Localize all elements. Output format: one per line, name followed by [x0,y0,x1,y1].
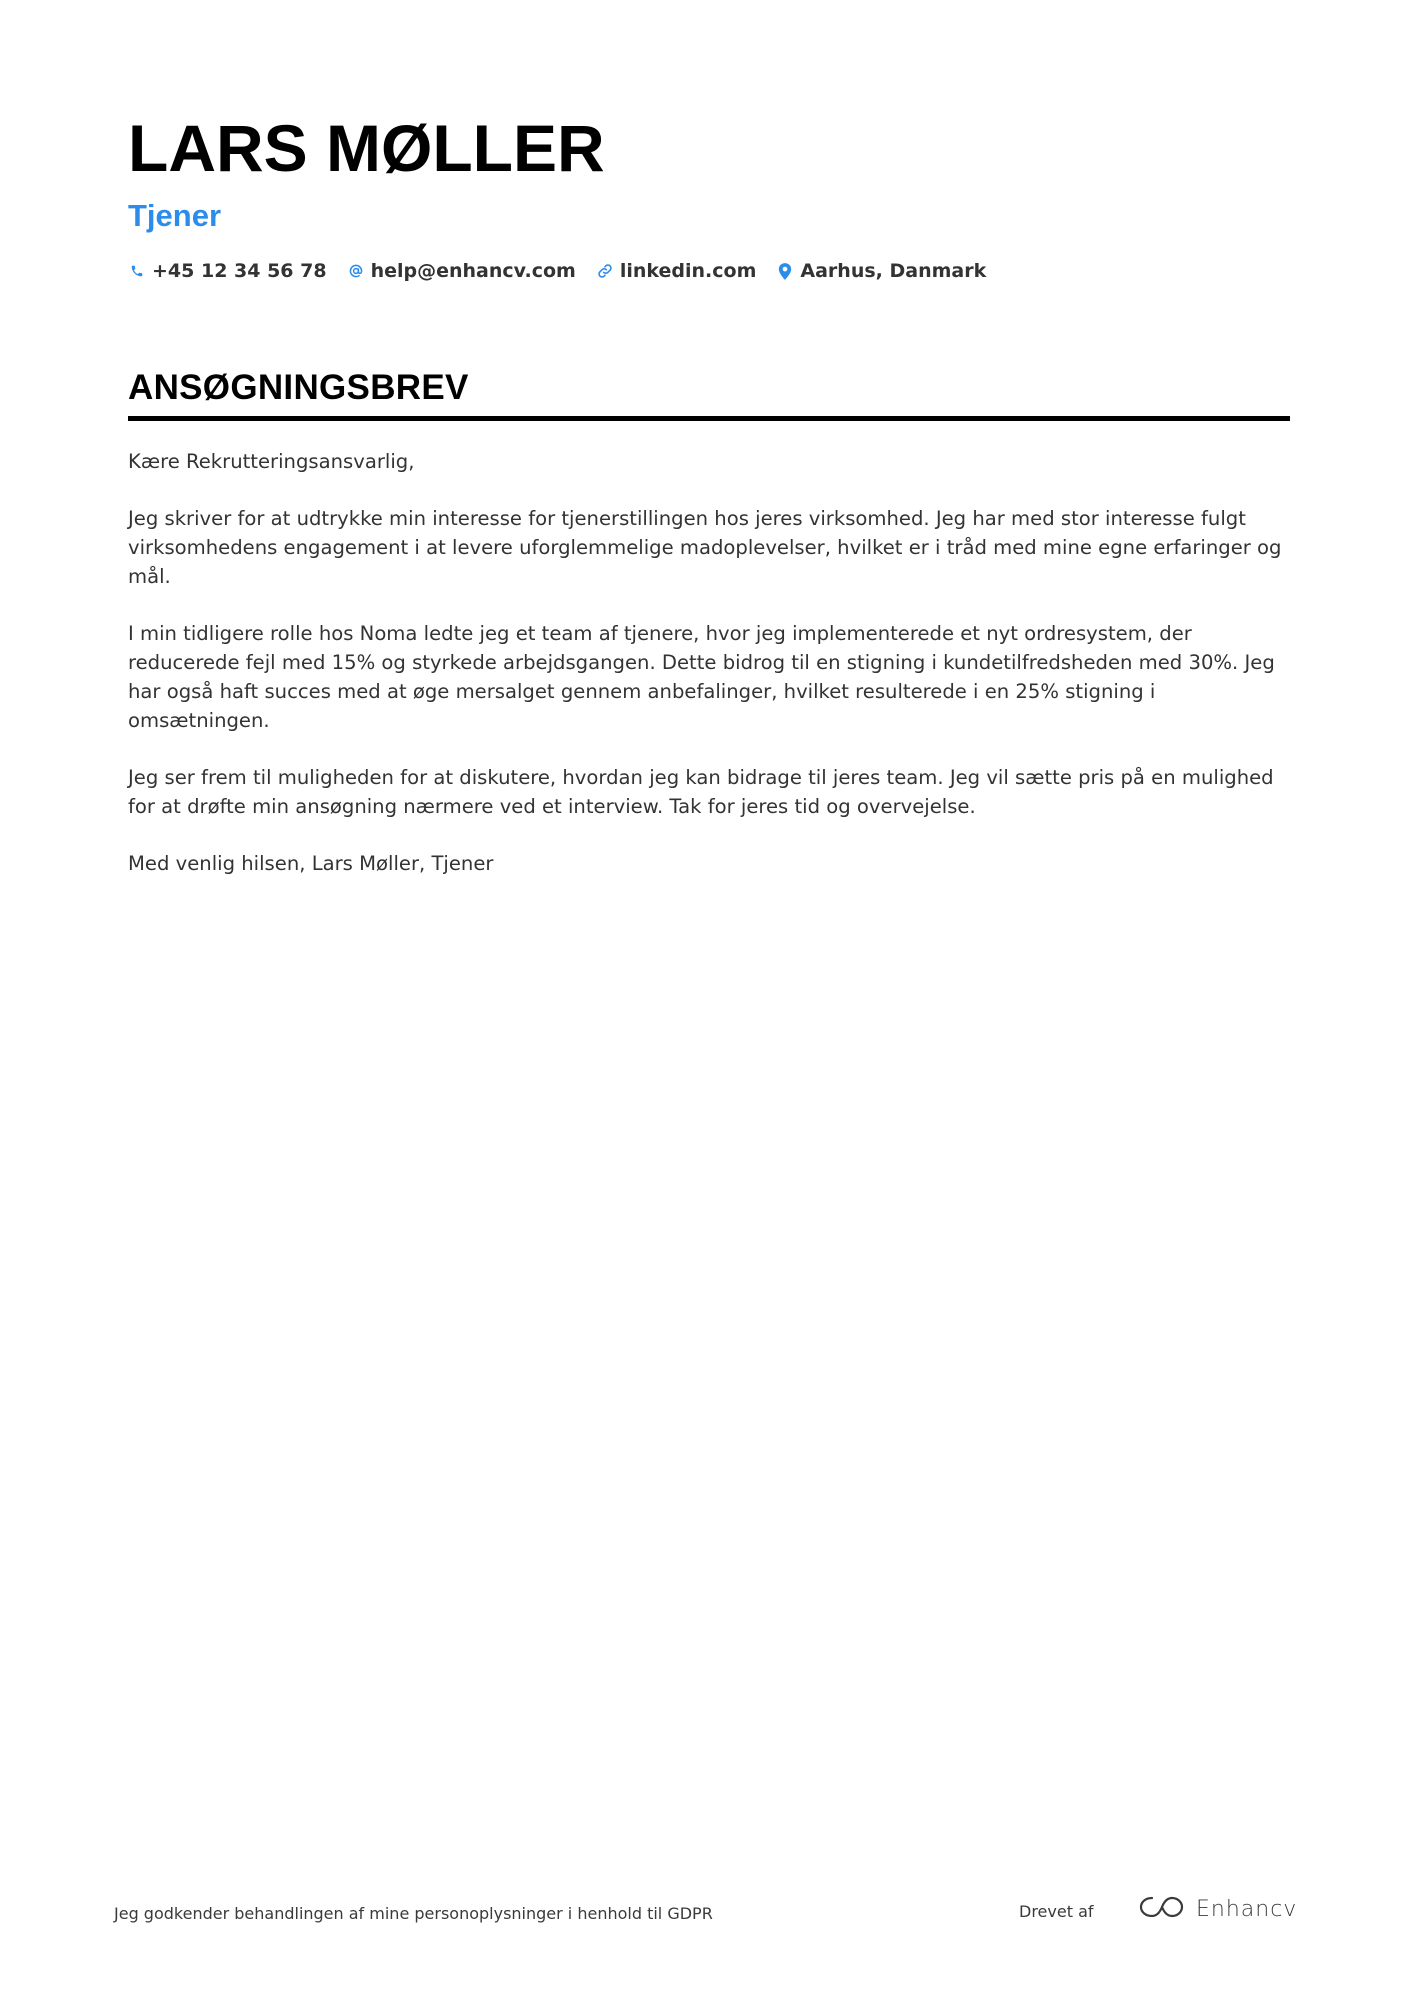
section-title: ANSØGNINGSBREV [128,368,469,407]
cover-letter-section [128,366,1290,906]
link-icon [596,261,614,281]
letter-paragraph: Jeg skriver for at udtrykke min interesse for tjenerstillingen hos jeres virksomhed. Jeg har med stor interesse fulgt virksomhedens engagement i at levere uforglemmelige madoplevelser, hvilket er i tråd med mine egne erfaringer og mål. [128,507,1282,588]
enhancv-logo[interactable] [1138,1894,1297,1924]
section-divider [128,416,1290,421]
map-pin-icon [776,261,794,281]
contact-bar [128,256,1288,286]
letter-paragraph: I min tidligere rolle hos Noma ledte jeg et team af tjenere, hvor jeg implementerede et nyt ordresystem, der reducerede fejl med 15% og styrkede arbejdsgangen. Dette bidrog til en stigning i kundetilfredsheden med 30%. Jeg har også haft succes med at øge mersalget gennem anbefalinger, hvilket resulterede i en 25% stigning i omsætningen. [128,622,1275,732]
location-text: Aarhus, Danmark [800,260,987,282]
page-footer [114,1892,1298,1932]
enhancv-wordmark: Enhancv [1196,1896,1298,1922]
contact-email[interactable] [347,260,576,282]
contact-linkedin[interactable] [596,260,757,282]
letter-greeting: Kære Rekrutteringsansvarlig, [128,450,415,473]
phone-number: +45 12 34 56 78 [152,260,327,282]
email-address[interactable]: help@enhancv.com [370,260,576,282]
contact-location [776,260,986,282]
gdpr-consent-text: Jeg godkender behandlingen af mine personoplysninger i henhold til GDPR [114,1904,713,1923]
linkedin-link[interactable]: linkedin.com [619,260,757,282]
at-sign-icon [347,261,365,281]
letter-body [128,447,1290,878]
contact-phone [128,260,327,282]
letter-paragraph: Jeg ser frem til muligheden for at diskutere, hvordan jeg kan bidrage til jeres team. Jeg vil sætte pris på en mulighed for at drøfte min ansøgning nærmere ved et interview. Tak for jeres tid og overvejelse. [128,766,1274,818]
enhancv-mark-icon [1138,1894,1186,1924]
powered-by-label: Drevet af [1019,1902,1094,1921]
phone-icon [128,261,146,281]
candidate-name: LARS MØLLER [128,111,605,185]
resume-header [128,108,1288,286]
job-title: Tjener [128,198,222,233]
letter-closing: Med venlig hilsen, Lars Møller, Tjener [128,852,494,875]
